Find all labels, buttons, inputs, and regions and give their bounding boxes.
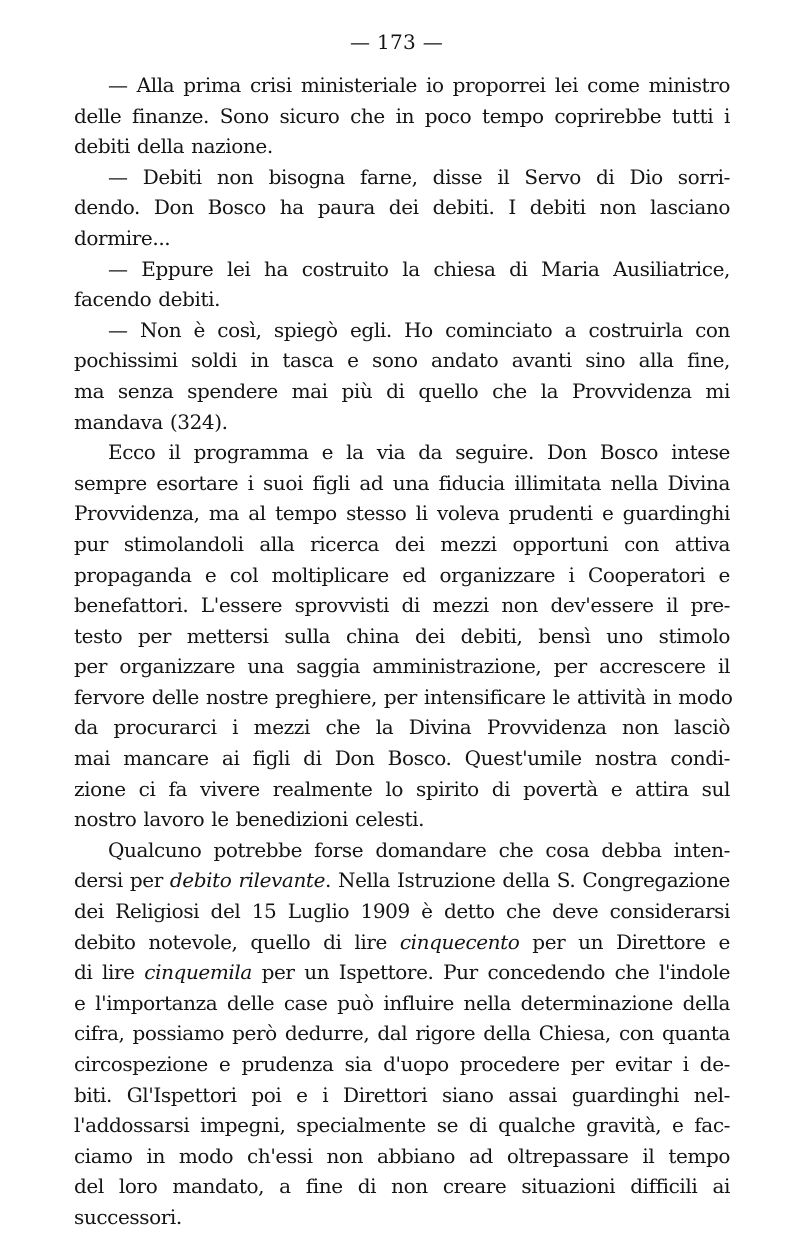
italic-text: cinquemila <box>144 960 252 985</box>
text-span: circospezione e prudenza sia d'uopo procedere per evitar i de- <box>74 1052 730 1076</box>
text-line <box>74 957 730 988</box>
text-span: per un Direttore e <box>519 929 730 954</box>
text-span: fervore delle nostre preghiere, per intensificare le attività in modo <box>74 684 733 709</box>
text-line <box>74 804 730 835</box>
text-span: propaganda e col moltiplicare ed organizzare i Cooperatori e <box>74 562 730 587</box>
text-line <box>74 345 730 376</box>
text-span: l'addossarsi impegni, specialmente se di qualche gravità, e fac- <box>74 1113 730 1138</box>
text-span: sempre esortare i suoi figli ad una fiducia illimitata nella Divina <box>74 470 730 495</box>
text-line <box>74 1202 730 1233</box>
text-span: dersi per <box>74 868 170 893</box>
text-line <box>74 529 730 560</box>
text-line <box>74 315 730 346</box>
text-span: e l'importanza delle case può influire nella determinazione della <box>74 990 730 1015</box>
text-span: benefattori. L'essere sprovvisti di mezzi non dev'essere il pre- <box>74 593 730 618</box>
text-line <box>74 1141 730 1172</box>
body-text <box>74 70 733 1233</box>
text-span: ma senza spendere mai più di quello che la Provvidenza mi <box>74 378 730 403</box>
text-line <box>74 376 730 407</box>
text-span: debiti della nazione. <box>74 134 273 159</box>
text-line <box>74 590 730 621</box>
text-line <box>74 498 730 529</box>
text-line <box>74 835 730 866</box>
text-span: pochissimi soldi in tasca e sono andato avanti sino alla fine, <box>74 348 730 373</box>
text-span: facendo debiti. <box>74 287 221 312</box>
text-line <box>74 1080 730 1111</box>
text-line <box>74 407 730 438</box>
text-span: debito notevole, quello di lire <box>74 929 400 954</box>
text-span: successori. <box>74 1204 182 1229</box>
text-span: — Alla prima crisi ministeriale io proporrei lei come ministro <box>108 73 730 97</box>
text-line <box>74 192 730 223</box>
text-line <box>74 1049 730 1080</box>
text-span: nostro lavoro le benedizioni celesti. <box>74 807 425 832</box>
text-line <box>74 254 730 285</box>
text-line <box>74 743 730 774</box>
text-line <box>74 1171 730 1202</box>
text-line <box>74 1018 730 1049</box>
text-span: testo per mettersi sulla china dei debiti, bensì uno stimolo <box>74 623 730 648</box>
text-line <box>74 162 730 193</box>
text-span: dendo. Don Bosco ha paura dei debiti. I debiti non lasciano <box>74 195 730 220</box>
text-line <box>74 927 730 958</box>
text-line <box>74 70 730 101</box>
text-line <box>74 988 730 1019</box>
text-span: mai mancare ai figli di Don Bosco. Quest'umile nostra condi- <box>74 746 730 771</box>
text-line <box>74 1110 730 1141</box>
text-span: cifra, possiamo però dedurre, dal rigore della Chiesa, con quanta <box>74 1021 730 1046</box>
text-line <box>74 896 730 927</box>
text-span: pur stimolandoli alla ricerca dei mezzi opportuni con attiva <box>74 531 730 556</box>
text-span: di lire <box>74 960 145 985</box>
text-span: Ecco il programma e la via da seguire. Don Bosco intese <box>108 440 730 465</box>
text-span: dormire... <box>74 225 171 250</box>
text-span: dei Religiosi del 15 Luglio 1909 è detto che deve considerarsi <box>74 899 730 924</box>
italic-text: debito rilevante <box>169 868 326 893</box>
text-line <box>74 712 730 743</box>
text-span: — Eppure lei ha costruito la chiesa di Maria Ausiliatrice, <box>108 256 730 281</box>
text-line <box>74 468 730 499</box>
text-line <box>74 774 730 805</box>
text-line <box>74 223 730 254</box>
text-span: Provvidenza, ma al tempo stesso li voleva prudenti e guardinghi <box>74 501 730 526</box>
text-line <box>74 621 730 652</box>
text-line <box>74 101 730 132</box>
text-span: del loro mandato, a fine di non creare situazioni difficili ai <box>74 1174 730 1199</box>
text-span: mandava (324). <box>74 409 228 434</box>
text-line <box>74 284 730 315</box>
text-span: — Debiti non bisogna farne, disse il Servo di Dio sorri- <box>108 164 730 189</box>
text-span: . Nella Istruzione della S. Congregazione <box>325 868 730 893</box>
text-line <box>74 682 733 713</box>
text-span: per un Ispettore. Pur concedendo che l'indole <box>251 960 731 985</box>
page-number: — 173 — <box>350 30 443 54</box>
text-span: — Non è così, spiegò egli. Ho cominciato a costruirla con <box>108 317 730 342</box>
text-span: per organizzare una saggia amministrazione, per accrescere il <box>74 654 730 679</box>
text-span: zione ci fa vivere realmente lo spirito di povertà e attira sul <box>74 776 730 801</box>
text-span: ciamo in modo ch'essi non abbiano ad oltrepassare il tempo <box>74 1143 730 1168</box>
text-span: Qualcuno potrebbe forse domandare che cosa debba inten- <box>108 837 730 862</box>
text-span: biti. Gl'Ispettori poi e i Direttori siano assai guardinghi nel- <box>74 1082 730 1107</box>
text-line <box>74 131 730 162</box>
italic-text: cinquecento <box>399 929 520 954</box>
text-line <box>74 651 730 682</box>
text-span: da procurarci i mezzi che la Divina Provvidenza non lasciò <box>74 715 730 740</box>
text-line <box>74 865 730 896</box>
text-line <box>74 560 730 591</box>
text-line <box>74 437 730 468</box>
text-span: delle finanze. Sono sicuro che in poco tempo coprirebbe tutti i <box>74 103 730 128</box>
